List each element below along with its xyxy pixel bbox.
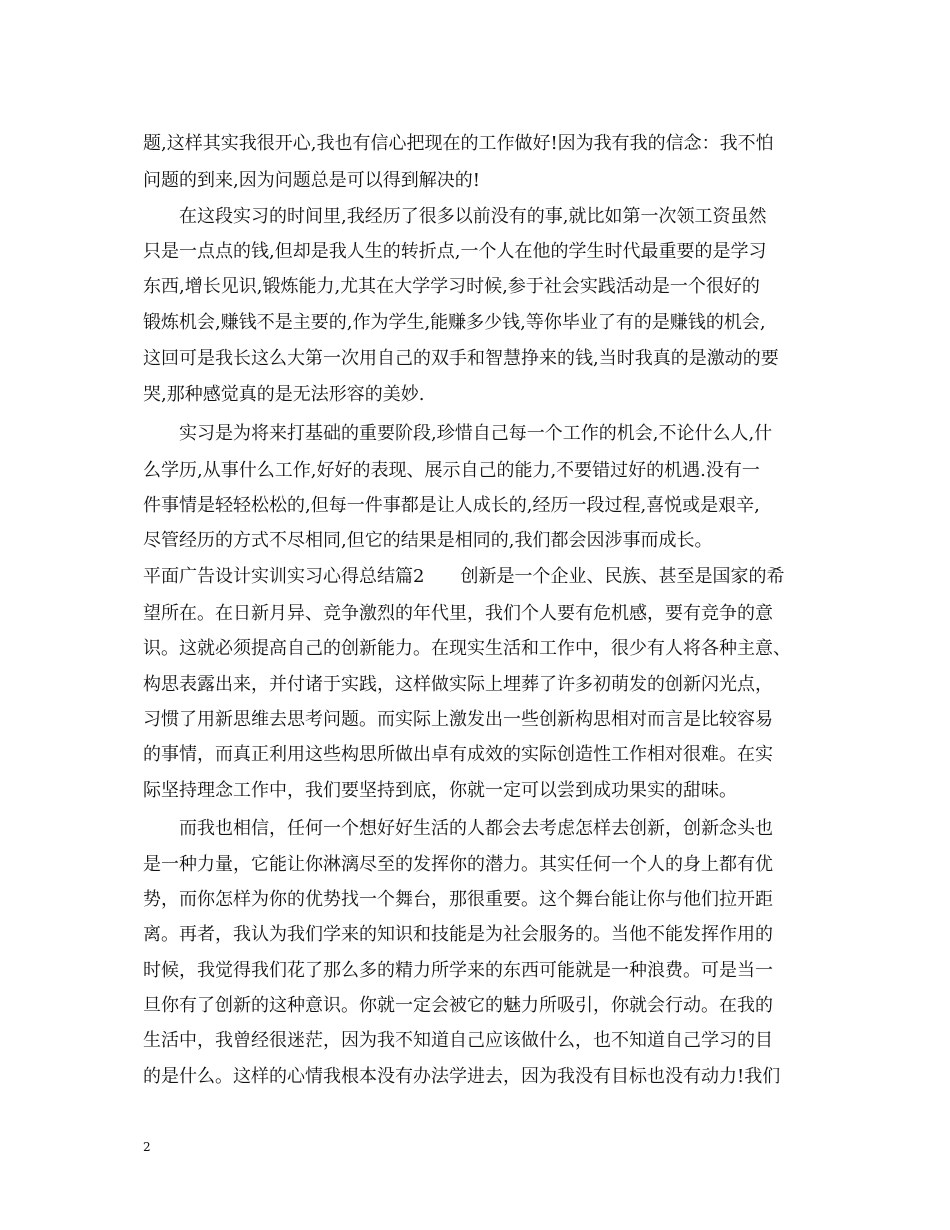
text-line: 际坚持理念工作中，我们要坚持到底，你就一定可以尝到成功果实的甜味。: [143, 780, 737, 801]
text-line: 锻炼机会,赚钱不是主要的,作为学生,能赚多少钱,等你毕业了有的是赚钱的机会,: [143, 312, 766, 333]
text-line: 构思表露出来，并付诸于实践，这样做实际上埋葬了许多初萌发的创新闪光点，: [143, 674, 773, 695]
text-line: 旦你有了创新的这种意识。你就一定会被它的魅力所吸引，你就会行动。在我的: [143, 995, 773, 1016]
text-line: 时候，我觉得我们花了那么多的精力所学来的东西可能就是一种浪费。可是当一: [143, 960, 773, 981]
text-line: 的事情，而真正利用这些构思所做出卓有成效的实际创造性工作相对很难。在实: [143, 744, 773, 765]
text-line: 习惯了用新思维去思考问题。而实际上激发出一些创新构思相对而言是比较容易: [143, 709, 773, 730]
text-line: 实习是为将来打基础的重要阶段,珍惜自己每一个工作的机会,不论什么人,什: [143, 423, 773, 444]
text-line: 势，而你怎样为你的优势找一个舞台，那很重要。这个舞台能让你与他们拉开距: [143, 889, 773, 910]
text-line: 题,这样其实我很开心,我也有信心把现在的工作做好!因为我有我的信念：我不怕: [143, 133, 774, 154]
text-line: 件事情是轻轻松松的,但每一件事都是让人成长的,经历一段过程,喜悦或是艰辛,: [143, 495, 760, 516]
text-line: 问题的到来,因为问题总是可以得到解决的!: [143, 170, 480, 191]
text-line: 尽管经历的方式不尽相同,但它的结果是相同的,我们都会因涉事而成长。: [143, 530, 713, 551]
text-line: 只是一点点的钱,但却是我人生的转折点,一个人在他的学生时代最重要的是学习: [143, 241, 767, 262]
text-line: 的是什么。这样的心情我根本没有办法学进去，因为我没有目标也没有动力!我们: [143, 1066, 781, 1087]
text-line: 么学历,从事什么工作,好好的表现、展示自己的能力,不要错过好的机遇.没有一: [143, 460, 760, 481]
text-line: 哭,那种感觉真的是无法形容的美妙.: [143, 384, 425, 405]
text-line: 东西,增长见识,锻炼能力,尤其在大学学习时候,参于社会实践活动是一个很好的: [143, 276, 760, 297]
text-line: 离。再者，我认为我们学来的知识和技能是为社会服务的。当他不能发挥作用的: [143, 924, 773, 945]
section-heading-line: 平面广告设计实训实习心得总结篇2 创新是一个企业、民族、甚至是国家的希: [143, 566, 785, 587]
text-line: 而我也相信，任何一个想好好生活的人都会去考虑怎样去创新，创新念头也: [143, 818, 773, 839]
text-line: 识。这就必须提高自己的创新能力。在现实生活和工作中，很少有人将各种主意、: [143, 638, 791, 659]
text-line: 生活中，我曾经很迷茫，因为我不知道自己应该做什么，也不知道自己学习的目: [143, 1030, 773, 1051]
text-line: 这回可是我长这么大第一次用自己的双手和智慧挣来的钱,当时我真的是激动的要: [143, 348, 779, 369]
text-line: 是一种力量，它能让你淋漓尽至的发挥你的潜力。其实任何一个人的身上都有优: [143, 854, 773, 875]
text-line: 望所在。在日新月异、竞争激烈的年代里，我们个人要有危机感，要有竞争的意: [143, 603, 773, 624]
text-line: 在这段实习的时间里,我经历了很多以前没有的事,就比如第一次领工资虽然: [143, 206, 767, 227]
page-number: 2: [143, 1140, 151, 1154]
